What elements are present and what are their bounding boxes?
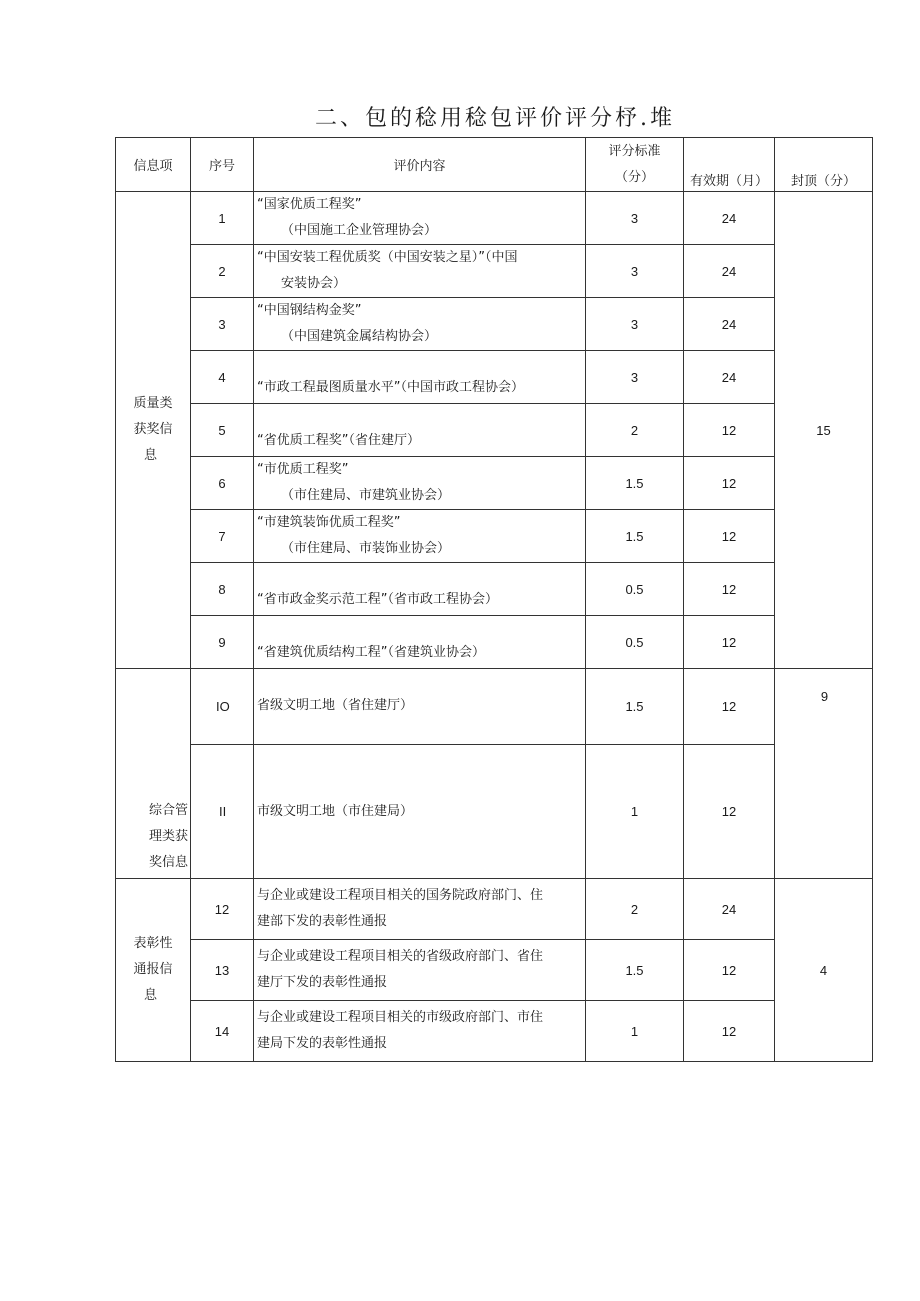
- table-row: [116, 879, 873, 940]
- header-standard: 评分标准 （分）: [586, 138, 684, 192]
- content-cell: “省建筑优质结构工程”（省建筑业协会）: [254, 616, 586, 669]
- table-row: [116, 351, 873, 404]
- seq-cell: 2: [191, 245, 254, 298]
- table-row: [116, 940, 873, 1001]
- header-content: 评价内容: [254, 138, 586, 192]
- score-cell: 0.5: [586, 563, 684, 616]
- header-row: [116, 138, 873, 192]
- scoring-table: [115, 137, 873, 1062]
- validity-cell: 12: [684, 510, 775, 563]
- validity-cell: 24: [684, 879, 775, 940]
- content-cell: “中国钢结构金奖” （中国建筑金属结构协会）: [254, 298, 586, 351]
- table-row: [116, 510, 873, 563]
- seq-cell: 4: [191, 351, 254, 404]
- table-row: [116, 457, 873, 510]
- header-cap: 封顶（分）: [775, 138, 873, 192]
- validity-cell: 24: [684, 245, 775, 298]
- category-cell: 综合管 理类获 奖信息: [116, 669, 191, 879]
- validity-cell: 12: [684, 1001, 775, 1062]
- validity-cell: 24: [684, 192, 775, 245]
- table-row: [116, 563, 873, 616]
- score-cell: 0.5: [586, 616, 684, 669]
- score-cell: 3: [586, 298, 684, 351]
- content-cell: “市政工程最图质量水平”（中国市政工程协会）: [254, 351, 586, 404]
- header-validity: 有效期（月）: [684, 138, 775, 192]
- validity-cell: 12: [684, 940, 775, 1001]
- table-row: [116, 298, 873, 351]
- score-cell: 1: [586, 745, 684, 879]
- validity-cell: 12: [684, 457, 775, 510]
- seq-cell: 1: [191, 192, 254, 245]
- seq-cell: 14: [191, 1001, 254, 1062]
- category-cell: 表彰性 通报信 息: [116, 879, 191, 1062]
- validity-cell: 12: [684, 616, 775, 669]
- content-cell: “中国安装工程优质奖（中国安装之星）”（中国 安装协会）: [254, 245, 586, 298]
- validity-cell: 12: [684, 563, 775, 616]
- table-row: [116, 745, 873, 879]
- category-cell: 质量类 获奖信 息: [116, 192, 191, 669]
- header-seq: 序号: [191, 138, 254, 192]
- seq-cell: II: [191, 745, 254, 879]
- seq-cell: 8: [191, 563, 254, 616]
- table-row: [116, 404, 873, 457]
- validity-cell: 12: [684, 404, 775, 457]
- cap-cell: 9: [775, 669, 873, 879]
- content-cell: 与企业或建设工程项目相关的市级政府部门、市住 建局下发的表彰性通报: [254, 1001, 586, 1062]
- score-cell: 3: [586, 245, 684, 298]
- score-cell: 2: [586, 879, 684, 940]
- table-row: [116, 1001, 873, 1062]
- score-cell: 3: [586, 192, 684, 245]
- validity-cell: 24: [684, 298, 775, 351]
- table-row: [116, 192, 873, 245]
- seq-cell: 7: [191, 510, 254, 563]
- table-row: [116, 669, 873, 745]
- seq-cell: 6: [191, 457, 254, 510]
- validity-cell: 24: [684, 351, 775, 404]
- table-row: [116, 245, 873, 298]
- validity-cell: 12: [684, 669, 775, 745]
- content-cell: “国家优质工程奖” （中国施工企业管理协会）: [254, 192, 586, 245]
- header-category: 信息项: [116, 138, 191, 192]
- score-cell: 1.5: [586, 510, 684, 563]
- seq-cell: IO: [191, 669, 254, 745]
- table-row: [116, 616, 873, 669]
- content-cell: “市建筑装饰优质工程奖” （市住建局、市装饰业协会）: [254, 510, 586, 563]
- content-cell: 与企业或建设工程项目相关的国务院政府部门、住 建部下发的表彰性通报: [254, 879, 586, 940]
- content-cell: “省市政金奖示范工程”（省市政工程协会）: [254, 563, 586, 616]
- validity-cell: 12: [684, 745, 775, 879]
- seq-cell: 12: [191, 879, 254, 940]
- seq-cell: 5: [191, 404, 254, 457]
- page-title: 二、包的稔用稔包评价评分杼.堆: [315, 106, 675, 131]
- cap-cell: 15: [775, 192, 873, 669]
- content-cell: 省级文明工地（省住建厅）: [254, 669, 586, 745]
- content-cell: “省优质工程奖”（省住建厅）: [254, 404, 586, 457]
- score-cell: 1: [586, 1001, 684, 1062]
- content-cell: 与企业或建设工程项目相关的省级政府部门、省住 建厅下发的表彰性通报: [254, 940, 586, 1001]
- seq-cell: 3: [191, 298, 254, 351]
- content-cell: “市优质工程奖” （市住建局、市建筑业协会）: [254, 457, 586, 510]
- content-cell: 市级文明工地（市住建局）: [254, 745, 586, 879]
- score-cell: 1.5: [586, 457, 684, 510]
- score-cell: 3: [586, 351, 684, 404]
- seq-cell: 9: [191, 616, 254, 669]
- score-cell: 1.5: [586, 669, 684, 745]
- seq-cell: 13: [191, 940, 254, 1001]
- score-cell: 1.5: [586, 940, 684, 1001]
- score-cell: 2: [586, 404, 684, 457]
- cap-cell: 4: [775, 879, 873, 1062]
